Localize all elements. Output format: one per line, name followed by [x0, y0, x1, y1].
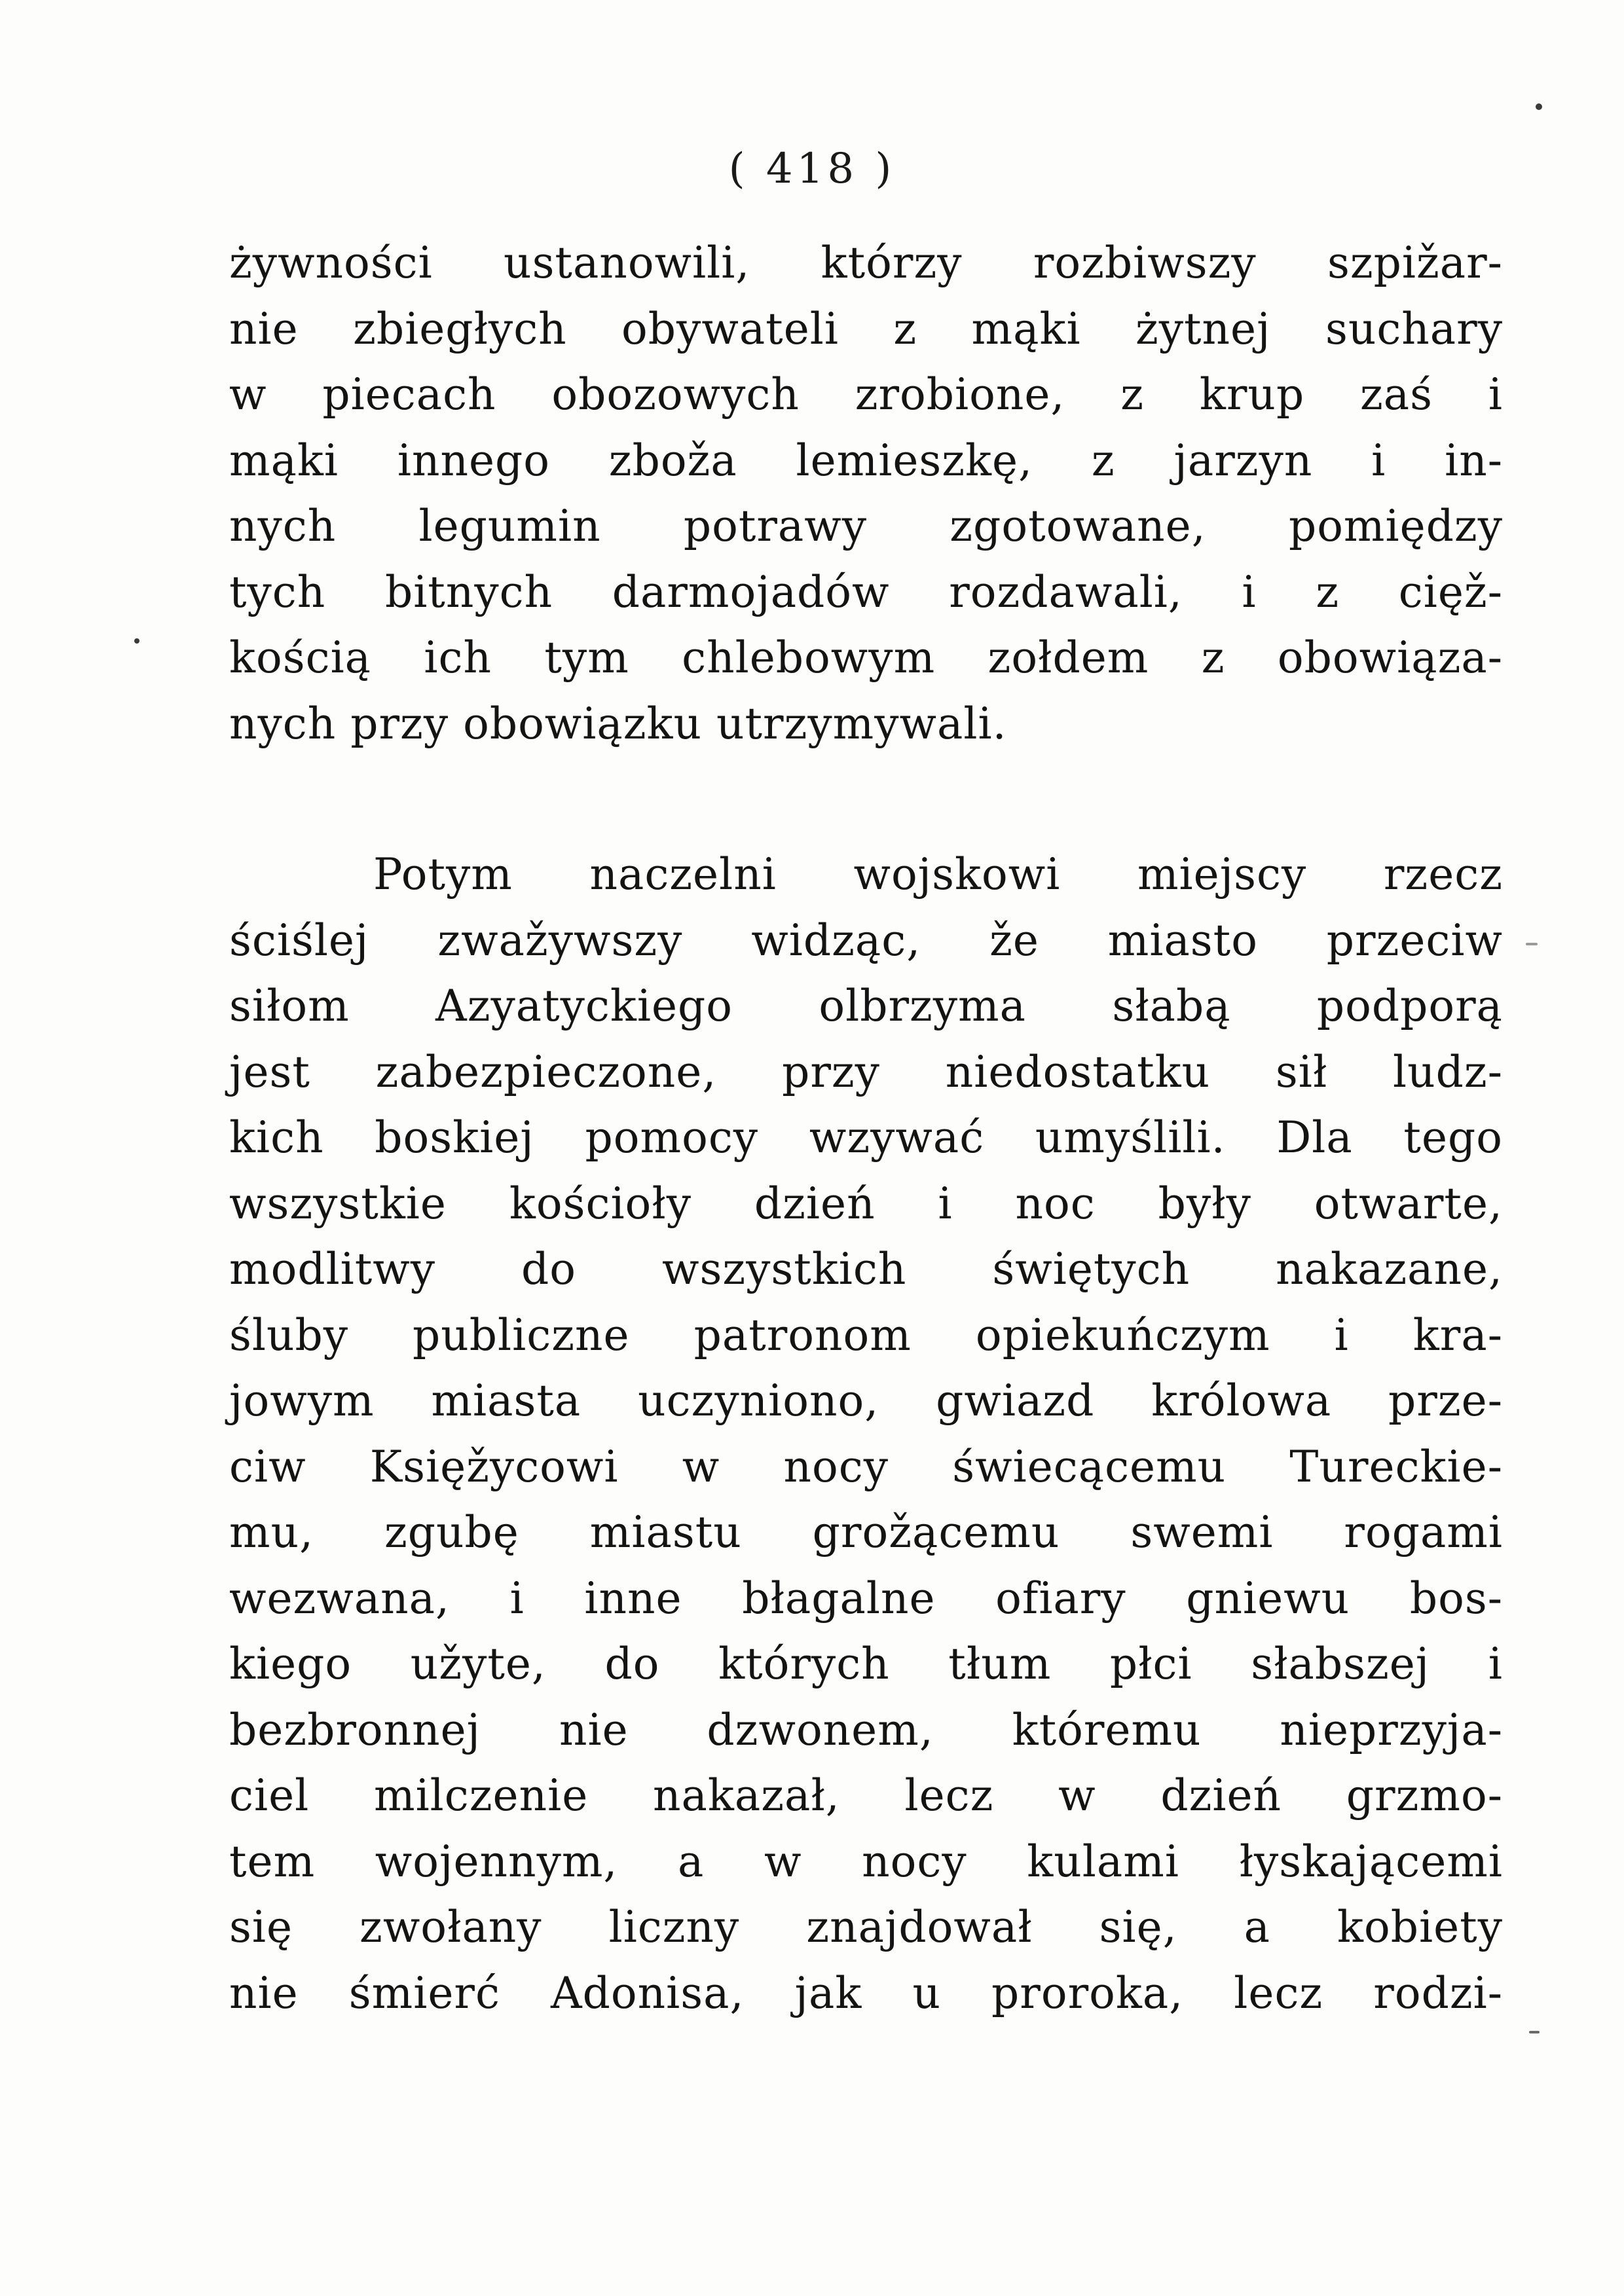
text-line: tem wojennym, a w nocy kulami łyskającemi: [229, 1836, 1503, 1887]
print-speck: [1529, 2031, 1540, 2033]
text-line: tych bitnych darmojadów rozdawali, i z cięž-: [229, 566, 1503, 617]
text-line: modlitwy do wszystkich świętych nakazane,: [229, 1244, 1503, 1294]
print-speck: [1526, 943, 1538, 945]
text-line: w piecach obozowych zrobione, z krup zaś i: [229, 369, 1503, 420]
text-line: mąki innego zboža lemieszkę, z jarzyn i in-: [229, 435, 1503, 486]
text-line: nie zbiegłych obywateli z mąki żytnej suchary: [229, 303, 1503, 354]
text-line: się zwołany liczny znajdował się, a kobiety: [229, 1902, 1503, 1952]
text-line: śluby publiczne patronom opiekuńczym i kra-: [229, 1309, 1503, 1360]
text-line: wszystkie kościoły dzień i noc były otwarte,: [229, 1178, 1503, 1229]
text-line: jowym miasta uczyniono, gwiazd królowa prze-: [229, 1376, 1503, 1426]
text-line: nych legumin potrawy zgotowane, pomiędzy: [229, 501, 1503, 551]
text-line: ciw Księžycowi w nocy świecącemu Tureckie-: [229, 1441, 1503, 1492]
text-line: siłom Azyatyckiego olbrzyma słabą podporą: [229, 981, 1503, 1031]
text-line: kością ich tym chlebowym zołdem z obowiąza-: [229, 632, 1503, 683]
text-line: wezwana, i inne błagalne ofiary gniewu bos-: [229, 1573, 1503, 1624]
text-line: ciel milczenie nakazał, lecz w dzień grzmo-: [229, 1770, 1503, 1821]
text-line: ściślej zwažywszy widząc, že miasto przeciw: [229, 915, 1503, 966]
text-line: kich boskiej pomocy wzywać umyślili. Dla tego: [229, 1112, 1503, 1163]
text-line: Potym naczelni wojskowi miejscy rzecz: [373, 849, 1503, 900]
paragraph-1: [229, 230, 1503, 757]
text-line: nie śmierć Adonisa, jak u proroka, lecz rodzi-: [229, 1967, 1503, 2018]
text-line: bezbronnej nie dzwonem, któremu nieprzyja-: [229, 1704, 1503, 1755]
page-number: ( 418 ): [728, 145, 896, 193]
paragraph-2: [229, 842, 1503, 2026]
text-line: jest zabezpieczone, przy niedostatku sił ludz-: [229, 1046, 1503, 1097]
print-speck: [1536, 103, 1542, 110]
text-line: nych przy obowiązku utrzymywali.: [229, 698, 1007, 749]
print-speck: [134, 638, 139, 644]
text-line: mu, zgubę miastu grožącemu swemi rogami: [229, 1507, 1503, 1558]
text-line: żywności ustanowili, którzy rozbiwszy szpižar-: [229, 238, 1503, 288]
text-line: kiego užyte, do których tłum płci słabszej i: [229, 1639, 1503, 1689]
